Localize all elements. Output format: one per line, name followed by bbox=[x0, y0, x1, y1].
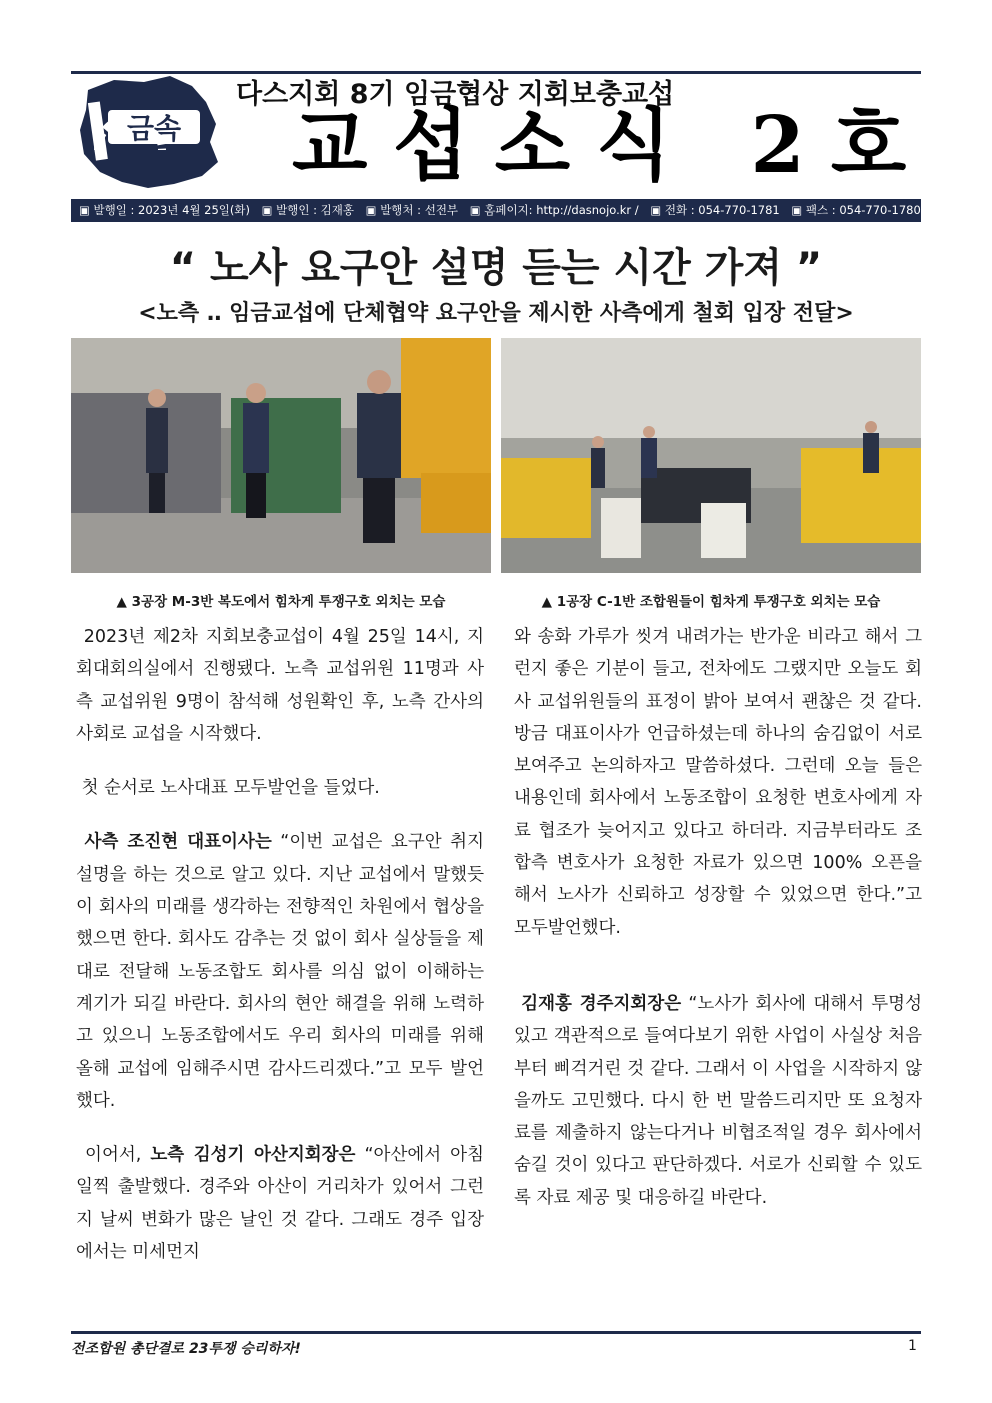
photo-factory-floor bbox=[501, 338, 921, 573]
info-phone: ▣ 전화 : 054-770-1781 bbox=[650, 203, 780, 217]
info-issuer: ▣ 발행처 : 선전부 bbox=[365, 203, 459, 217]
photo-factory-aisle bbox=[71, 338, 491, 573]
paragraph-company-ceo: 사측 조진현 대표이사는 “이번 교섭은 요구안 취지 설명을 하는 것으로 알고 있다. 지난 교섭에서 말했듯이 회사의 미래를 생각하는 전향적인 차원에서 협상을 했으면 한다. 회사도 감추는 것 없이 회사 실상들을 제대로 전달해 노동조합도 회사를 의심 없이 이해하는 계기가 되길 바란다. 회사의 현안 해결을 위해 노력하고 있으니 노동조합에서도 우리 회사의 미래를 위해 올해 교섭에 임해주시면 감사드리겠다.”고 모두 발언했다. bbox=[76, 832, 484, 1111]
newsletter-subtitle: 다스지회 8기 임금협상 지회보충교섭 bbox=[236, 79, 675, 110]
page-number: 1 bbox=[908, 1338, 917, 1354]
info-homepage[interactable]: ▣ 홈페이지: http://dasnojo.kr / bbox=[469, 203, 639, 217]
photo-caption-left: ▲ 3공장 M-3반 복도에서 힘차게 투쟁구호 외치는 모습 bbox=[116, 594, 446, 610]
speaker-company-ceo: 사측 조진현 대표이사는 bbox=[84, 832, 272, 853]
union-logo bbox=[74, 72, 224, 192]
article-column-left bbox=[76, 621, 484, 1268]
article-headline: “ 노사 요구안 설명 듣는 시간 가져 ” bbox=[169, 245, 823, 291]
article-subheadline: <노측 ‥ 임금교섭에 단체협약 요구안을 제시한 사측에게 철회 입장 전달> bbox=[138, 301, 854, 326]
footer-rule bbox=[71, 1331, 921, 1334]
info-date: ▣ 발행일 : 2023년 4월 25일(화) bbox=[79, 203, 250, 217]
paragraph-intro: 2023년 제2차 지회보충교섭이 4월 25일 14시, 지회대회의실에서 진행됐다. 노측 교섭위원 11명과 사측 교섭위원 9명이 참석해 성원확인 후, 노측 간사의 사회로 교섭을 시작했다. bbox=[76, 627, 484, 744]
paragraph-asan-chief: 이어서, 노측 김성기 아산지회장은 “아산에서 아침 일찍 출발했다. 경주와 아산이 거리차가 있어서 그런지 날씨 변화가 많은 날인 것 같다. 그래도 경주 입장에서는 미세먼지 bbox=[76, 1145, 484, 1263]
footer-slogan: 전조합원 총단결로 23투쟁 승리하자! bbox=[71, 1341, 301, 1357]
article-column-right bbox=[514, 621, 922, 1214]
info-fax: ▣ 팩스 : 054-770-1780 bbox=[791, 203, 921, 217]
speaker-gyeongju-chief: 김재홍 경주지회장은 bbox=[521, 993, 682, 1014]
paragraph-gyeongju-chief: 김재홍 경주지회장은 “노사가 회사에 대해서 투명성 있고 객관적으로 들여다보기 위한 사업이 사실상 처음부터 삐걱거린 것 같다. 그래서 이 사업을 시작하지 않을까도 고민했다. 다시 한 번 말씀드리지만 또 요청자료를 제출하지 않는다거나 비협조적일 경우 회사에서 숨길 것이 있다고 판단하겠다. 서로가 신뢰할 수 있도록 자료 제공 및 대응하길 바란다. bbox=[514, 993, 922, 1208]
newsletter-title: 교섭소식 2호 bbox=[292, 100, 933, 191]
logo-text: 금속 bbox=[126, 112, 182, 145]
paragraph-asan-chief-cont: 와 송화 가루가 씻겨 내려가는 반가운 비라고 해서 그런지 좋은 기분이 들고, 전차에도 그랬지만 오늘도 회사 교섭위원들의 표정이 밝아 보여서 괜찮은 것 같다. 방금 대표이사가 언급하셨는데 하나의 숨김없이 서로 보여주고 논의하자고 말씀하셨다. 그런데 오늘 들은 내용인데 회사에서 노동조합이 요청한 변호사에게 자료 협조가 늦어지고 있다고 하더라. 지금부터라도 조합측 변호사가 요청한 자료가 있으면 100% 오픈을 해서 노사가 신뢰하고 성장할 수 있었으면 한다.”고 모두발언했다. bbox=[514, 627, 922, 938]
photo-caption-right: ▲ 1공장 C-1반 조합원들이 힘차게 투쟁구호 외치는 모습 bbox=[541, 594, 881, 610]
speaker-asan-chief: 노측 김성기 아산지회장은 bbox=[150, 1145, 356, 1166]
paragraph-order: 첫 순서로 노사대표 모두발언을 들었다. bbox=[81, 778, 380, 799]
info-publisher: ▣ 발행인 : 김재홍 bbox=[261, 203, 355, 217]
publication-info-bar bbox=[71, 199, 921, 222]
